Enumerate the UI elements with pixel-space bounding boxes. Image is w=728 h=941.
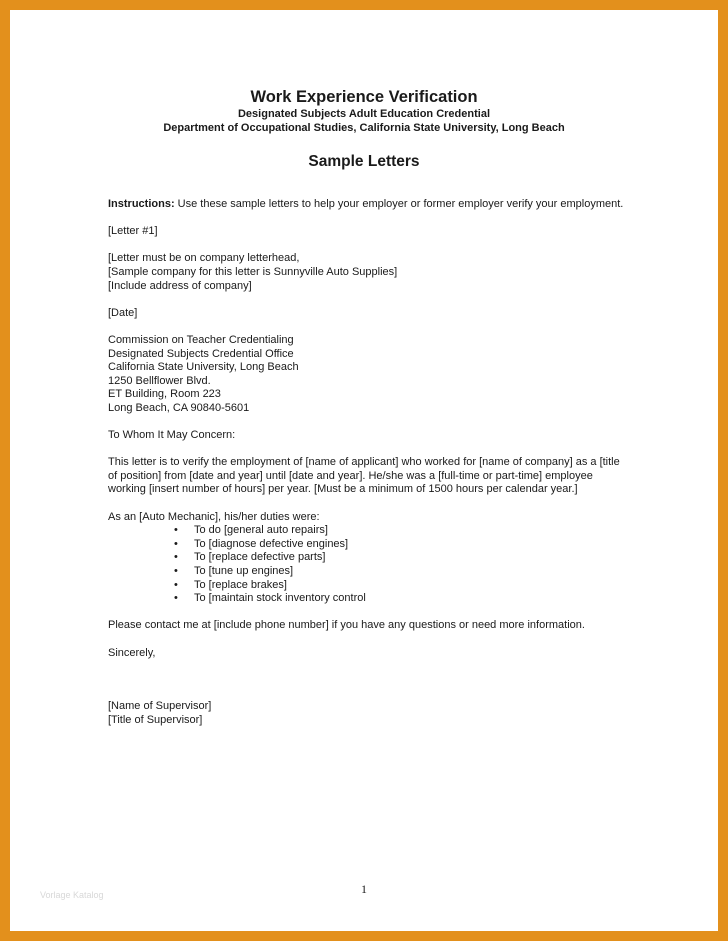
supervisor-title: [Title of Supervisor] [108,713,203,726]
letter-date: [Date] [108,306,138,319]
instructions-label: Instructions: [108,198,175,210]
duties-intro: As an [Auto Mechanic], his/her duties were: [108,510,320,523]
section-title: Sample Letters [308,153,420,170]
address-line: California State University, Long Beach [108,361,299,374]
letterhead-note: [Letter must be on company letterhead, [108,252,300,265]
duty-text: To [replace defective parts] [194,551,326,564]
bullet-icon: • [174,551,178,564]
duty-text: To do [general auto repairs] [194,524,328,537]
address-line: Commission on Teacher Credentialing [108,333,294,346]
duty-text: To [diagnose defective engines] [194,537,349,550]
list-item [108,551,628,565]
address-line: Designated Subjects Credential Office [108,347,294,360]
list-item [108,565,628,579]
bullet-icon: • [174,565,178,578]
address-line: 1250 Bellflower Blvd. [108,374,211,387]
address-line: ET Building, Room 223 [108,388,221,401]
instructions-text: Use these sample letters to help your employer or former employer verify your employment. [174,198,624,210]
page-number: 1 [361,882,367,896]
duty-text: To [maintain stock inventory control [194,592,366,605]
letterhead-note: [Include address of company] [108,279,252,292]
supervisor-name: [Name of Supervisor] [108,700,212,713]
closing: Sincerely, [108,646,156,659]
bullet-icon: • [174,578,178,591]
list-item [108,579,628,593]
list-item [108,538,628,552]
bullet-icon: • [174,524,178,537]
letterhead-notes [108,252,628,293]
salutation: To Whom It May Concern: [108,429,236,442]
duty-text: To [tune up engines] [194,565,294,578]
list-item [108,524,628,538]
letter-body [108,198,628,727]
contact-paragraph: Please contact me at [include phone number] if you have any questions or need more information. [108,619,585,632]
signature-block [108,700,628,727]
signature-space [108,660,628,700]
employment-paragraph: This letter is to verify the employment of [name of applicant] who worked for [name of company] as a [title of position] from [date and year] until [date and year]. He/she was a [full-time or part-time] employee working [insert number of hours] per year. [Must be a minimum of 1500 hours per calendar year.] [108,456,620,496]
instructions-paragraph [108,198,628,212]
duty-text: To [replace brakes] [194,578,287,591]
duties-list [108,524,628,606]
document-subtitle-department: Department of Occupational Studies, California State University, Long Beach [163,122,565,134]
letter-label: [Letter #1] [108,225,158,238]
document-subtitle-credential: Designated Subjects Adult Education Credential [237,108,491,120]
recipient-address [108,334,628,416]
letterhead-note: [Sample company for this letter is Sunnyville Auto Supplies] [108,265,398,278]
watermark-text: Vorlage Katalog [40,890,104,900]
bullet-icon: • [174,592,178,605]
bullet-icon: • [174,537,178,550]
list-item [108,592,628,606]
document-title: Work Experience Verification [250,88,478,106]
document-header [10,87,718,135]
document-page [10,10,718,931]
address-line: Long Beach, CA 90840-5601 [108,401,250,414]
